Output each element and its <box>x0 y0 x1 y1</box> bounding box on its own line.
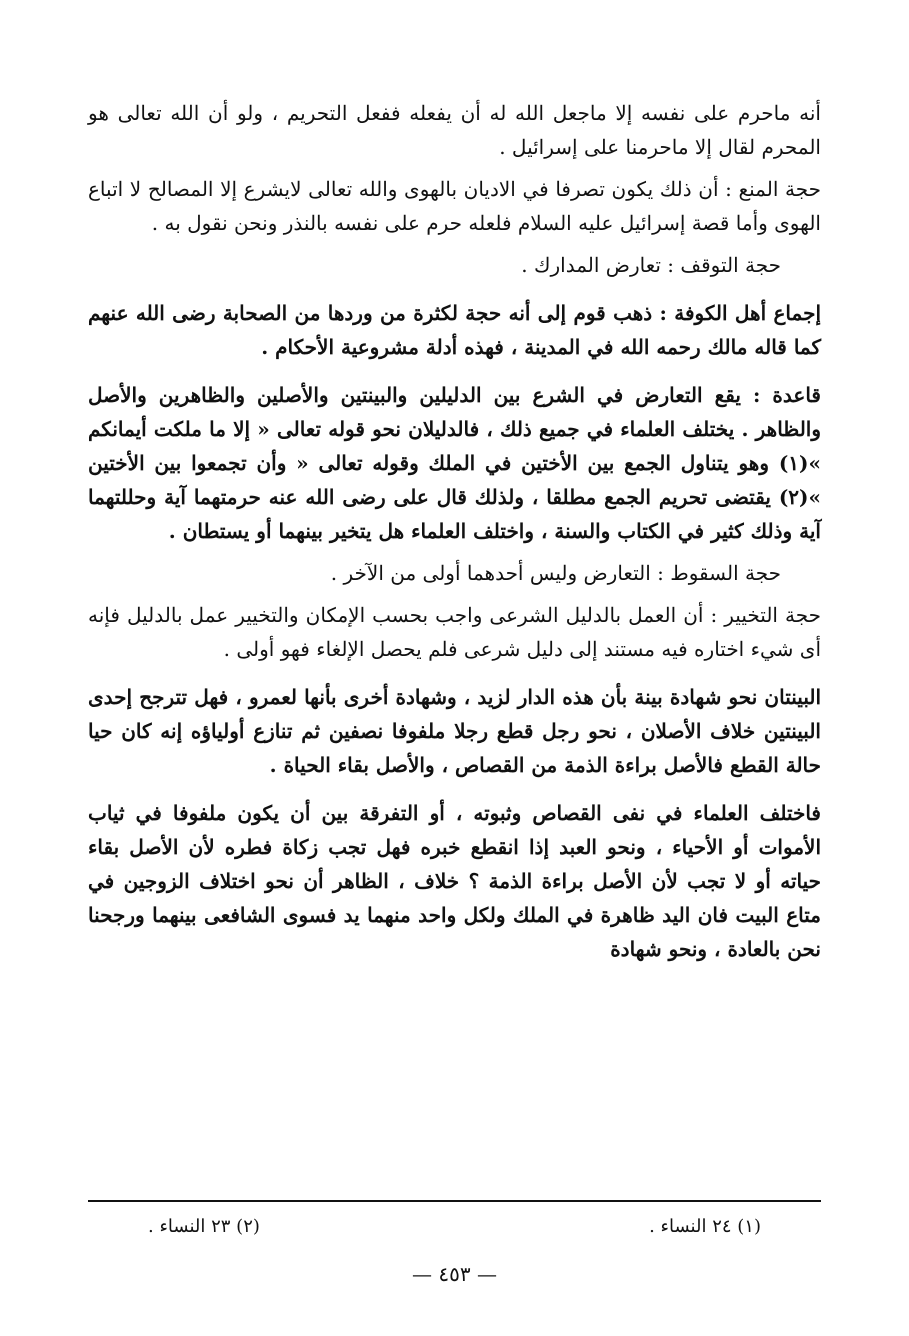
paragraph-p7: حجة التخيير : أن العمل بالدليل الشرعى واجب بحسب الإمكان والتخيير عمل بالدليل فإنه أى شيء اختاره فيه مستند إلى دليل شرعى فلم يحصل الإلغاء فهو أولى . <box>88 603 822 661</box>
paragraph-p2: حجة المنع : أن ذلك يكون تصرفا في الاديان بالهوى والله تعالى لايشرع إلا المصالح لا اتباع الهوى وأما قصة إسرائيل عليه السلام فلعله حرم على نفسه بالنذر ونحن نقول به . <box>88 177 821 235</box>
paragraph-p4: إجماع أهل الكوفة : ذهب قوم إلى أنه حجة لكثرة من وردها من الصحابة رضى الله عنهم كما قاله مالك رحمه الله في المدينة ، فهذه أدلة مشروعية الأحكام . <box>88 301 821 359</box>
footnote-1: (١) ٢٤ النساء . <box>649 1216 761 1237</box>
paragraph-p9: فاختلف العلماء في نفى القصاص وثبوته ، أو التفرقة بين أن يكون ملفوفا في ثياب الأموات أو الأحياء ، ونحو العبد إذا انقطع خبره فهل تجب زكاة فطره لأن الأصل بقاء حياته أو لا تجب لأن الأصل براءة الذمة ؟ خلاف ، الظاهر أن نحو اختلاف الزوجين في متاع البيت فان اليد ظاهرة في الملك ولكل واحد منهما يد فسوى الشافعى بينهما ورجحنا نحن بالعادة ، ونحو شهادة <box>88 801 821 961</box>
page-number: — ٤٥٣ — <box>412 1262 497 1286</box>
footnote-separator <box>88 1200 821 1202</box>
body-text <box>88 96 821 966</box>
paragraph-p8: البينتان نحو شهادة بينة بأن هذه الدار لزيد ، وشهادة أخرى بأنها لعمرو ، فهل تترجح إحدى البينتين خلاف الأصلان ، نحو رجل قطع رجلا ملفوفا نصفين ثم تنازع أولياؤه إنه كان حيا حالة القطع فالأصل براءة الذمة من القصاص ، والأصل بقاء الحياة . <box>88 685 821 777</box>
footnotes <box>88 1212 821 1242</box>
paragraph-p6: حجة السقوط : التعارض وليس أحدهما أولى من الآخر . <box>330 561 781 585</box>
paragraph-p5: قاعدة : يقع التعارض في الشرع بين الدليلين والبينتين والأصلين والظاهرين والأصل والظاهر . يختلف العلماء في جميع ذلك ، فالدليلان نحو قوله تعالى « إلا ما ملكت أيمانكم »(١) وهو يتناول الجمع بين الأختين في الملك وقوله تعالى « وأن تجمعوا بين الأختين »(٢) يقتضى تحريم الجمع مطلقا ، ولذلك قال على رضى الله عنه حرمتهما آية وحللتهما آية وذلك كثير في الكتاب والسنة ، واختلف العلماء هل يتخير بينهما أو يستطان . <box>88 383 821 543</box>
footnote-2: (٢) ٢٣ النساء . <box>148 1216 260 1237</box>
paragraph-p3: حجة التوقف : تعارض المدارك . <box>521 253 781 277</box>
paragraph-p1: أنه ماحرم على نفسه إلا ماجعل الله له أن يفعله ففعل التحريم ، ولو أن الله تعالى هو المحرم لقال إلا ماحرمنا على إسرائيل . <box>88 101 821 159</box>
